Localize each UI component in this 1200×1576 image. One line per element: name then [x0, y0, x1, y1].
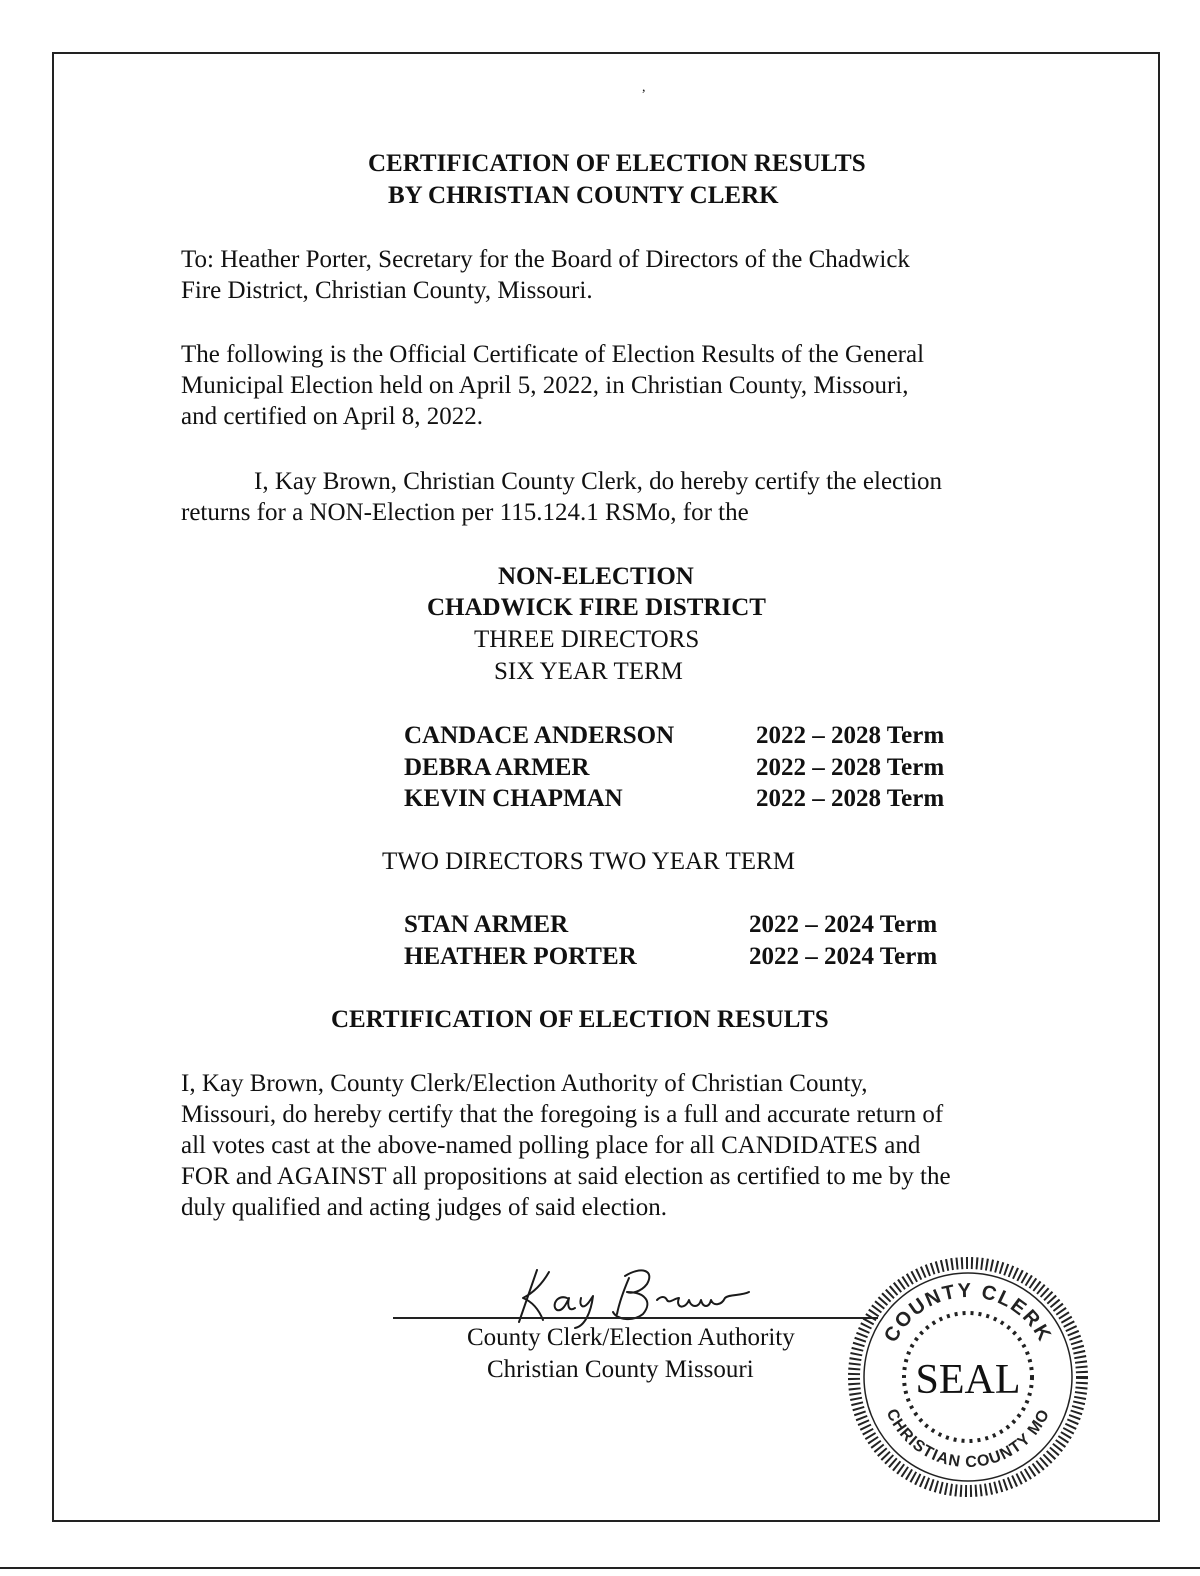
certify-line-1: I, Kay Brown, Christian County Clerk, do hereby certify the election: [254, 468, 943, 495]
signer-title: County Clerk/Election Authority: [467, 1324, 795, 1351]
certification-line: I, Kay Brown, County Clerk/Election Authority of Christian County,: [181, 1070, 868, 1097]
stray-mark: ,: [642, 80, 646, 95]
candidate-term: 2022 – 2024 Term: [749, 943, 938, 970]
certify-paragraph: [181, 466, 1061, 528]
candidate-name: CANDACE ANDERSON: [404, 722, 675, 749]
certification-line: all votes cast at the above-named polling place for all CANDIDATES and: [181, 1132, 921, 1159]
seal-top-text: COUNTY CLERK: [880, 1279, 1056, 1347]
candidate-term: 2022 – 2024 Term: [749, 911, 938, 938]
certification-paragraph: [181, 1068, 1061, 1223]
intro-paragraph: [181, 339, 1061, 432]
intro-line-2: Municipal Election held on April 5, 2022, in Christian County, Missouri,: [181, 372, 909, 399]
candidate-term: 2022 – 2028 Term: [756, 722, 945, 749]
county-clerk-seal: [848, 1257, 1088, 1497]
addressee-line-2: Fire District, Christian County, Missouri.: [181, 277, 593, 304]
office-seats: THREE DIRECTORS: [474, 626, 700, 653]
candidate-term: 2022 – 2028 Term: [756, 754, 945, 781]
candidate-name: HEATHER PORTER: [404, 943, 637, 970]
svg-text:COUNTY CLERK: [880, 1280, 1056, 1346]
candidate-term: 2022 – 2028 Term: [756, 785, 945, 812]
candidate-name: DEBRA ARMER: [404, 754, 590, 781]
signature-line: [393, 1317, 878, 1319]
title-line-1: CERTIFICATION OF ELECTION RESULTS: [368, 150, 866, 177]
certification-line: duly qualified and acting judges of said election.: [181, 1194, 667, 1221]
addressee-paragraph: [181, 244, 1061, 306]
certification-heading: CERTIFICATION OF ELECTION RESULTS: [331, 1006, 829, 1033]
two-year-heading: TWO DIRECTORS TWO YEAR TERM: [382, 848, 795, 875]
office-district: CHADWICK FIRE DISTRICT: [427, 594, 766, 621]
seal-center-text: SEAL: [915, 1357, 1021, 1403]
title-line-2: BY CHRISTIAN COUNTY CLERK: [388, 182, 779, 209]
seal-bottom-text: CHRISTIAN COUNTY MO: [882, 1406, 1054, 1472]
office-term: SIX YEAR TERM: [494, 658, 683, 685]
office-non-election: NON-ELECTION: [498, 563, 694, 590]
certification-line: Missouri, do hereby certify that the foregoing is a full and accurate return of: [181, 1101, 944, 1128]
intro-line-1: The following is the Official Certificate of Election Results of the General: [181, 341, 925, 368]
certification-line: FOR and AGAINST all propositions at said election as certified to me by the: [181, 1163, 951, 1190]
signer-county: Christian County Missouri: [487, 1356, 754, 1383]
page-edge-line: [0, 1567, 1200, 1569]
candidate-name: STAN ARMER: [404, 911, 569, 938]
addressee-line-1: To: Heather Porter, Secretary for the Board of Directors of the Chadwick: [181, 246, 910, 273]
intro-line-3: and certified on April 8, 2022.: [181, 403, 484, 430]
candidate-name: KEVIN CHAPMAN: [404, 785, 623, 812]
certify-line-2: returns for a NON-Election per 115.124.1 RSMo, for the: [181, 499, 749, 526]
